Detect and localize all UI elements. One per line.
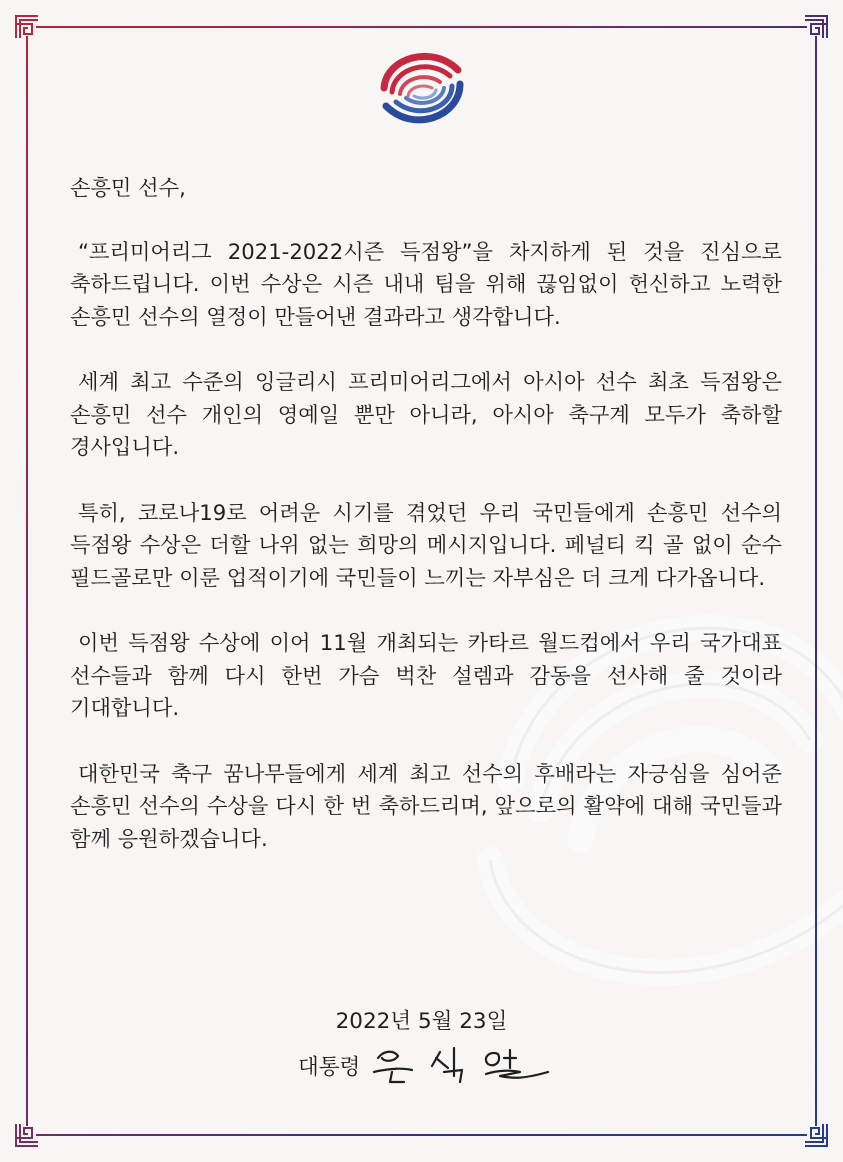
paragraph: 특히, 코로나19로 어려운 시기를 겪었던 우리 국민들에게 손흥민 선수의 득점왕 수상은 더할 나위 없는 희망의 메시지입니다. 페널티 킥 골 없이 순수 필드골로만 이룬 업적이기에 국민들이 느끼는 자부심은 더 크게 다가옵니다. xyxy=(70,499,782,590)
corner-knot-top-left-icon xyxy=(14,14,40,40)
signature-block xyxy=(298,1040,560,1090)
paragraph: 대한민국 축구 꿈나무들에게 세계 최고 선수의 후배라는 자긍심을 심어준 손흥민 선수의 수상을 다시 한 번 축하드리며, 앞으로의 활약에 대해 국민들과 함께 응원하겠습니다. xyxy=(70,760,782,851)
corner-knot-bottom-right-icon xyxy=(803,1122,829,1148)
frame-top-line xyxy=(36,26,807,28)
paragraph: 세계 최고 수준의 잉글리시 프리미어리그에서 아시아 선수 최초 득점왕은 손흥민 선수 개인의 영예일 뿐만 아니라, 아시아 축구계 모두가 축하할 경사입니다. xyxy=(70,369,782,459)
paragraph: “프리미어리그 2021-2022시즌 득점왕”을 차지하게 된 것을 진심으로 축하드립니다. 이번 수상은 시즌 내내 팀을 위해 끊임없이 헌신하고 노력한 손흥민 선수의 열정이 만들어낸 결과라고 생각합니다. xyxy=(70,238,782,329)
handwritten-signature xyxy=(370,1042,560,1088)
frame-bottom-line xyxy=(36,1134,807,1136)
letter-date: 2022년 5월 23일 xyxy=(335,1009,508,1034)
sender-title: 대통령 xyxy=(298,1054,361,1080)
salutation: 손흥민 선수, xyxy=(70,175,186,200)
corner-knot-top-right-icon xyxy=(803,14,829,40)
corner-knot-bottom-left-icon xyxy=(14,1122,40,1148)
taegeuk-emblem-icon xyxy=(374,44,470,134)
frame-right-line xyxy=(815,36,817,1126)
paragraph: 이번 득점왕 수상에 이어 11월 개최되는 카타르 월드컵에서 우리 국가대표 선수들과 함께 다시 한번 가슴 벅찬 설렘과 감동을 선사해 줄 것이라 기대합니다. xyxy=(70,630,782,720)
frame-left-line xyxy=(26,36,28,1126)
letter-body xyxy=(70,172,782,888)
